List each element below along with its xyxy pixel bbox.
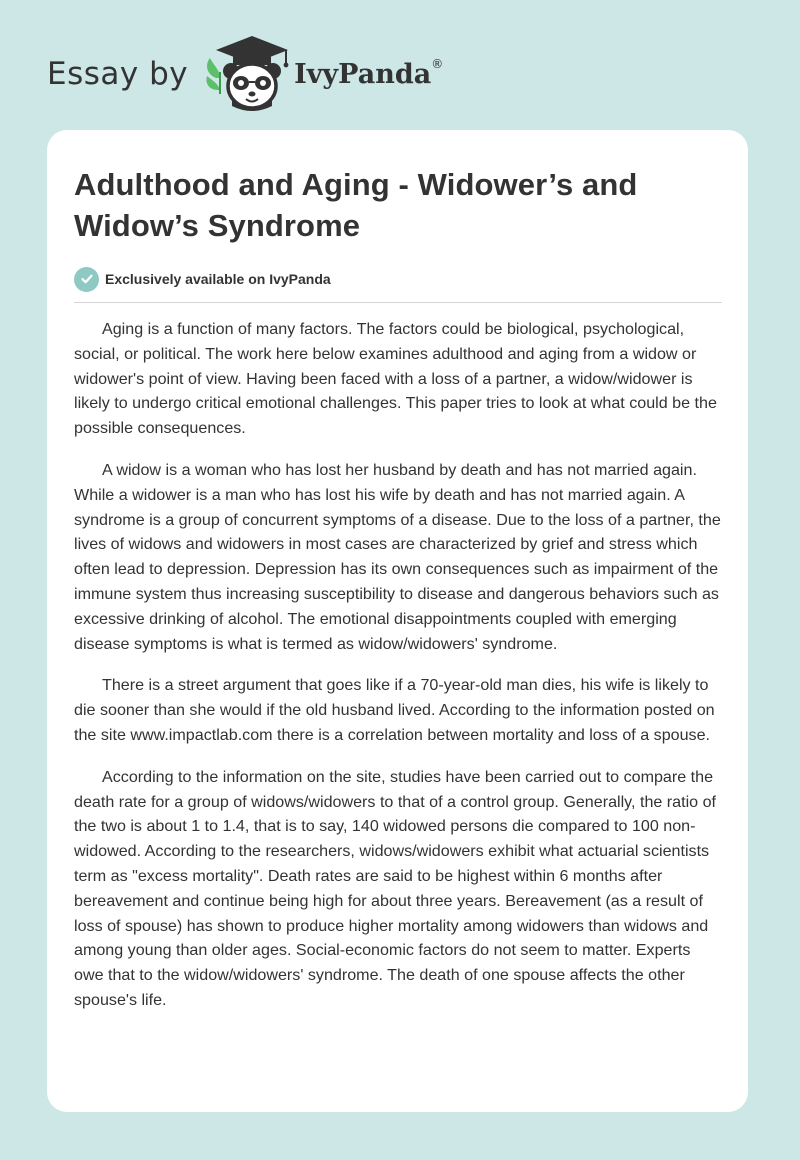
site-header (47, 34, 443, 114)
trademark-symbol: ® (431, 56, 444, 71)
essay-body (74, 317, 722, 1013)
panda-graduate-icon[interactable] (202, 34, 292, 114)
exclusive-badge (74, 266, 722, 292)
paragraph: A widow is a woman who has lost her husband by death and has not married again. While a widower is a man who has lost his wife by death and has not married again. A syndrome is a group of concurrent symptoms of a disease. Due to the loss of a partner, the lives of widows and widowers in most cases are characterized by grief and stress which often lead to depression. Depression has its own consequences such as impairment of the immune system thus increasing susceptibility to disease and dangerous behaviors such as excessive drinking of alcohol. The emotional disappointments coupled with emerging disease symptoms is what is termed as widow/widowers' syndrome. (74, 460, 721, 653)
brand-name[interactable]: IvyPanda® (294, 56, 444, 90)
exclusive-label: Exclusively available on IvyPanda (105, 271, 331, 287)
divider (74, 302, 722, 303)
paragraph: There is a street argument that goes like if a 70-year-old man dies, his wife is likely to die sooner than she would if the old husband lived. According to the information posted on the site www.impactlab.com there is a correlation between mortality and loss of a spouse. (74, 676, 715, 744)
check-icon (74, 267, 99, 292)
paragraph: Aging is a function of many factors. The factors could be biological, psychological, social, or political. The work here below examines adulthood and aging from a widow or widower's point of view. Having been faced with a loss of a partner, a widow/widower is likely to undergo critical emotional challenges. This paper tries to look at what could be the possible consequences. (74, 320, 717, 438)
paragraph: According to the information on the site, studies have been carried out to compare the death rate for a group of widows/widowers to that of a control group. Generally, the ratio of the two is about 1 to 1.4, that is to say, 140 widowed persons die compared to 100 non-widowed. According to the researchers, widows/widowers exhibit what actuarial scientists term as "excess mortality". Death rates are said to be highest within 6 months after bereavement and continue being high for about three years. Bereavement (as a result of loss of spouse) has shown to produce higher mortality among widowers than widows and among young than older ages. Social-economic factors do not seem to matter. Experts owe that to the widow/widowers' syndrome. The death of one spouse affects the other spouse's life. (74, 767, 717, 1009)
essay-card (47, 130, 748, 1112)
essay-title: Adulthood and Aging - Widower’s and Widow’s Syndrome (74, 167, 638, 243)
essay-by-label: Essay by (47, 56, 189, 92)
leaf-icon (207, 58, 221, 94)
